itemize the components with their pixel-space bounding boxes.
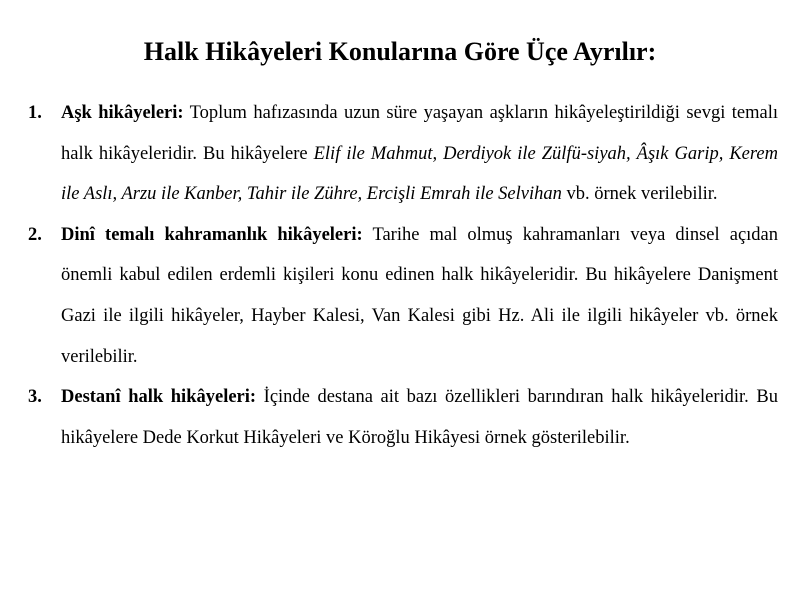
item-examples: Elif ile Mahmut, Derdiyok ile Zülfü-siyah, Âşık Garip, Kerem ile Aslı, Arzu ile Kanber, Tahir ile Zühre, Ercişli Emrah ile Selvihan (61, 143, 778, 205)
item-number: 2. (28, 224, 42, 245)
slide-title: Halk Hikâyeleri Konularına Göre Üçe Ayrılır: (143, 37, 657, 66)
item-text: İçinde destana ait bazı özellikleri barındıran halk hikâyeleridir. Bu hikâyelere Dede Korkut Hikâyeleri ve Köroğlu Hikâyesi örnek gösterilebilir. (61, 387, 778, 448)
item-term: Destanî halk hikâyeleri: (61, 387, 257, 408)
list-item-religious-heroic-stories (26, 215, 778, 377)
item-text: Tarihe mal olmuş kahramanları veya dinsel açıdan önemli kabul edilen erdemli kişileri konu edinen halk hikâyeleridir. Bu hikâyelere Danişment Gazi ile ilgili hikâyeler, Hayber Kalesi, Van Kalesi gibi Hz. Ali ile ilgili hikâyeler vb. örnek verilebilir. (61, 224, 779, 367)
item-number: 1. (28, 103, 42, 123)
item-text: Toplum hafızasında uzun süre yaşayan aşkların hikâyeleştirildiği sevgi temalı halk hikâyeleridir. Bu hikâyelere (61, 103, 779, 164)
story-types-list (26, 93, 778, 458)
list-item-epic-stories (26, 377, 778, 458)
list-item-love-stories (26, 93, 778, 215)
item-text-end: vb. örnek verilebilir. (561, 184, 718, 205)
item-term: Dinî temalı kahramanlık hikâyeleri: (61, 224, 363, 245)
item-number: 3. (28, 387, 42, 408)
item-term: Aşk hikâyeleri: (61, 103, 184, 123)
